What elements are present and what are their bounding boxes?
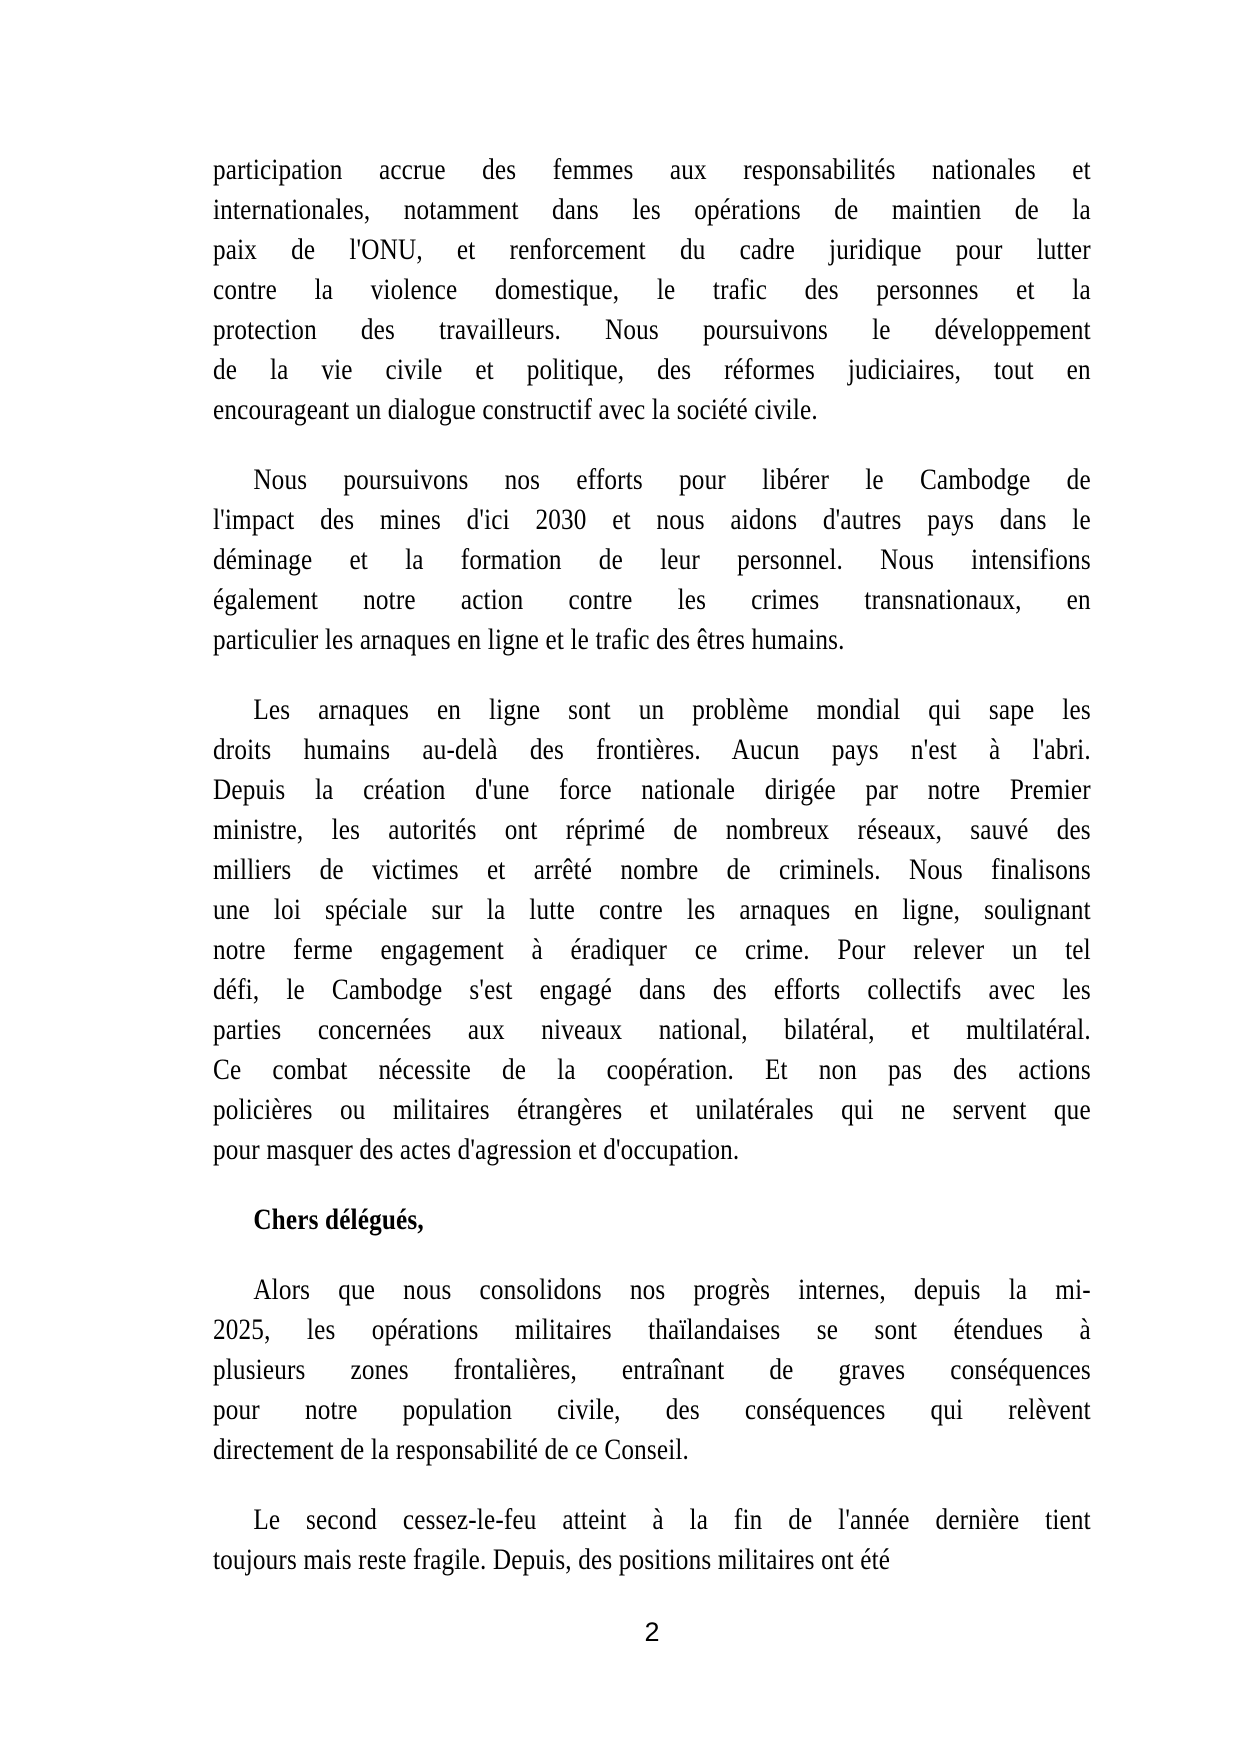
text-line: ministre, les autorités ont réprimé de nombreux réseaux, sauvé des xyxy=(213,813,1091,846)
text-line: toujours mais reste fragile. Depuis, des positions militaires ont été xyxy=(213,1543,891,1576)
text-line: contre la violence domestique, le trafic des personnes et la xyxy=(213,273,1091,306)
text-line: Ce combat nécessite de la coopération. Et non pas des actions xyxy=(213,1053,1091,1086)
text-line: une loi spéciale sur la lutte contre les arnaques en ligne, soulignant xyxy=(213,893,1091,926)
page-number: 2 xyxy=(644,1617,660,1647)
text-line: défi, le Cambodge s'est engagé dans des efforts collectifs avec les xyxy=(213,973,1091,1006)
text-line: parties concernées aux niveaux national, bilatéral, et multilatéral. xyxy=(213,1013,1091,1046)
text-line: encourageant un dialogue constructif avec la société civile. xyxy=(213,393,818,426)
text-line: participation accrue des femmes aux responsabilités nationales et xyxy=(213,153,1091,186)
text-line: paix de l'ONU, et renforcement du cadre juridique pour lutter xyxy=(213,233,1091,266)
paragraph xyxy=(213,690,1091,1170)
text-line: pour notre population civile, des conséquences qui relèvent xyxy=(213,1393,1091,1426)
text-line: plusieurs zones frontalières, entraînant de graves conséquences xyxy=(213,1353,1091,1386)
text-line: notre ferme engagement à éradiquer ce crime. Pour relever un tel xyxy=(213,933,1091,966)
text-line: l'impact des mines d'ici 2030 et nous aidons d'autres pays dans le xyxy=(213,503,1091,536)
text-line: protection des travailleurs. Nous poursuivons le développement xyxy=(213,313,1091,346)
text-line: Le second cessez-le-feu atteint à la fin de l'année dernière tient xyxy=(253,1503,1091,1536)
text-line: Chers délégués, xyxy=(253,1203,424,1236)
text-line: particulier les arnaques en ligne et le trafic des êtres humains. xyxy=(213,623,845,656)
paragraph xyxy=(213,1270,1091,1470)
text-line: déminage et la formation de leur personnel. Nous intensifions xyxy=(213,543,1091,576)
text-line: policières ou militaires étrangères et unilatérales qui ne servent que xyxy=(213,1093,1091,1126)
text-line: également notre action contre les crimes transnationaux, en xyxy=(213,583,1091,616)
text-line: Nous poursuivons nos efforts pour libérer le Cambodge de xyxy=(253,463,1091,496)
paragraph xyxy=(213,150,1091,430)
text-line: 2025, les opérations militaires thaïlandaises se sont étendues à xyxy=(213,1313,1091,1346)
paragraph xyxy=(213,460,1091,660)
text-line: Les arnaques en ligne sont un problème mondial qui sape les xyxy=(253,693,1091,726)
text-line: pour masquer des actes d'agression et d'occupation. xyxy=(213,1133,740,1166)
section-heading xyxy=(213,1200,1091,1240)
text-line: droits humains au-delà des frontières. Aucun pays n'est à l'abri. xyxy=(213,733,1091,766)
text-line: internationales, notamment dans les opérations de maintien de la xyxy=(213,193,1091,226)
text-line: Alors que nous consolidons nos progrès internes, depuis la mi- xyxy=(253,1273,1091,1306)
text-line: directement de la responsabilité de ce Conseil. xyxy=(213,1433,690,1466)
text-line: milliers de victimes et arrêté nombre de criminels. Nous finalisons xyxy=(213,853,1091,886)
text-line: Depuis la création d'une force nationale dirigée par notre Premier xyxy=(213,773,1091,806)
text-column xyxy=(213,150,1091,1580)
paragraph xyxy=(213,1500,1091,1580)
text-line: de la vie civile et politique, des réformes judiciaires, tout en xyxy=(213,353,1091,386)
